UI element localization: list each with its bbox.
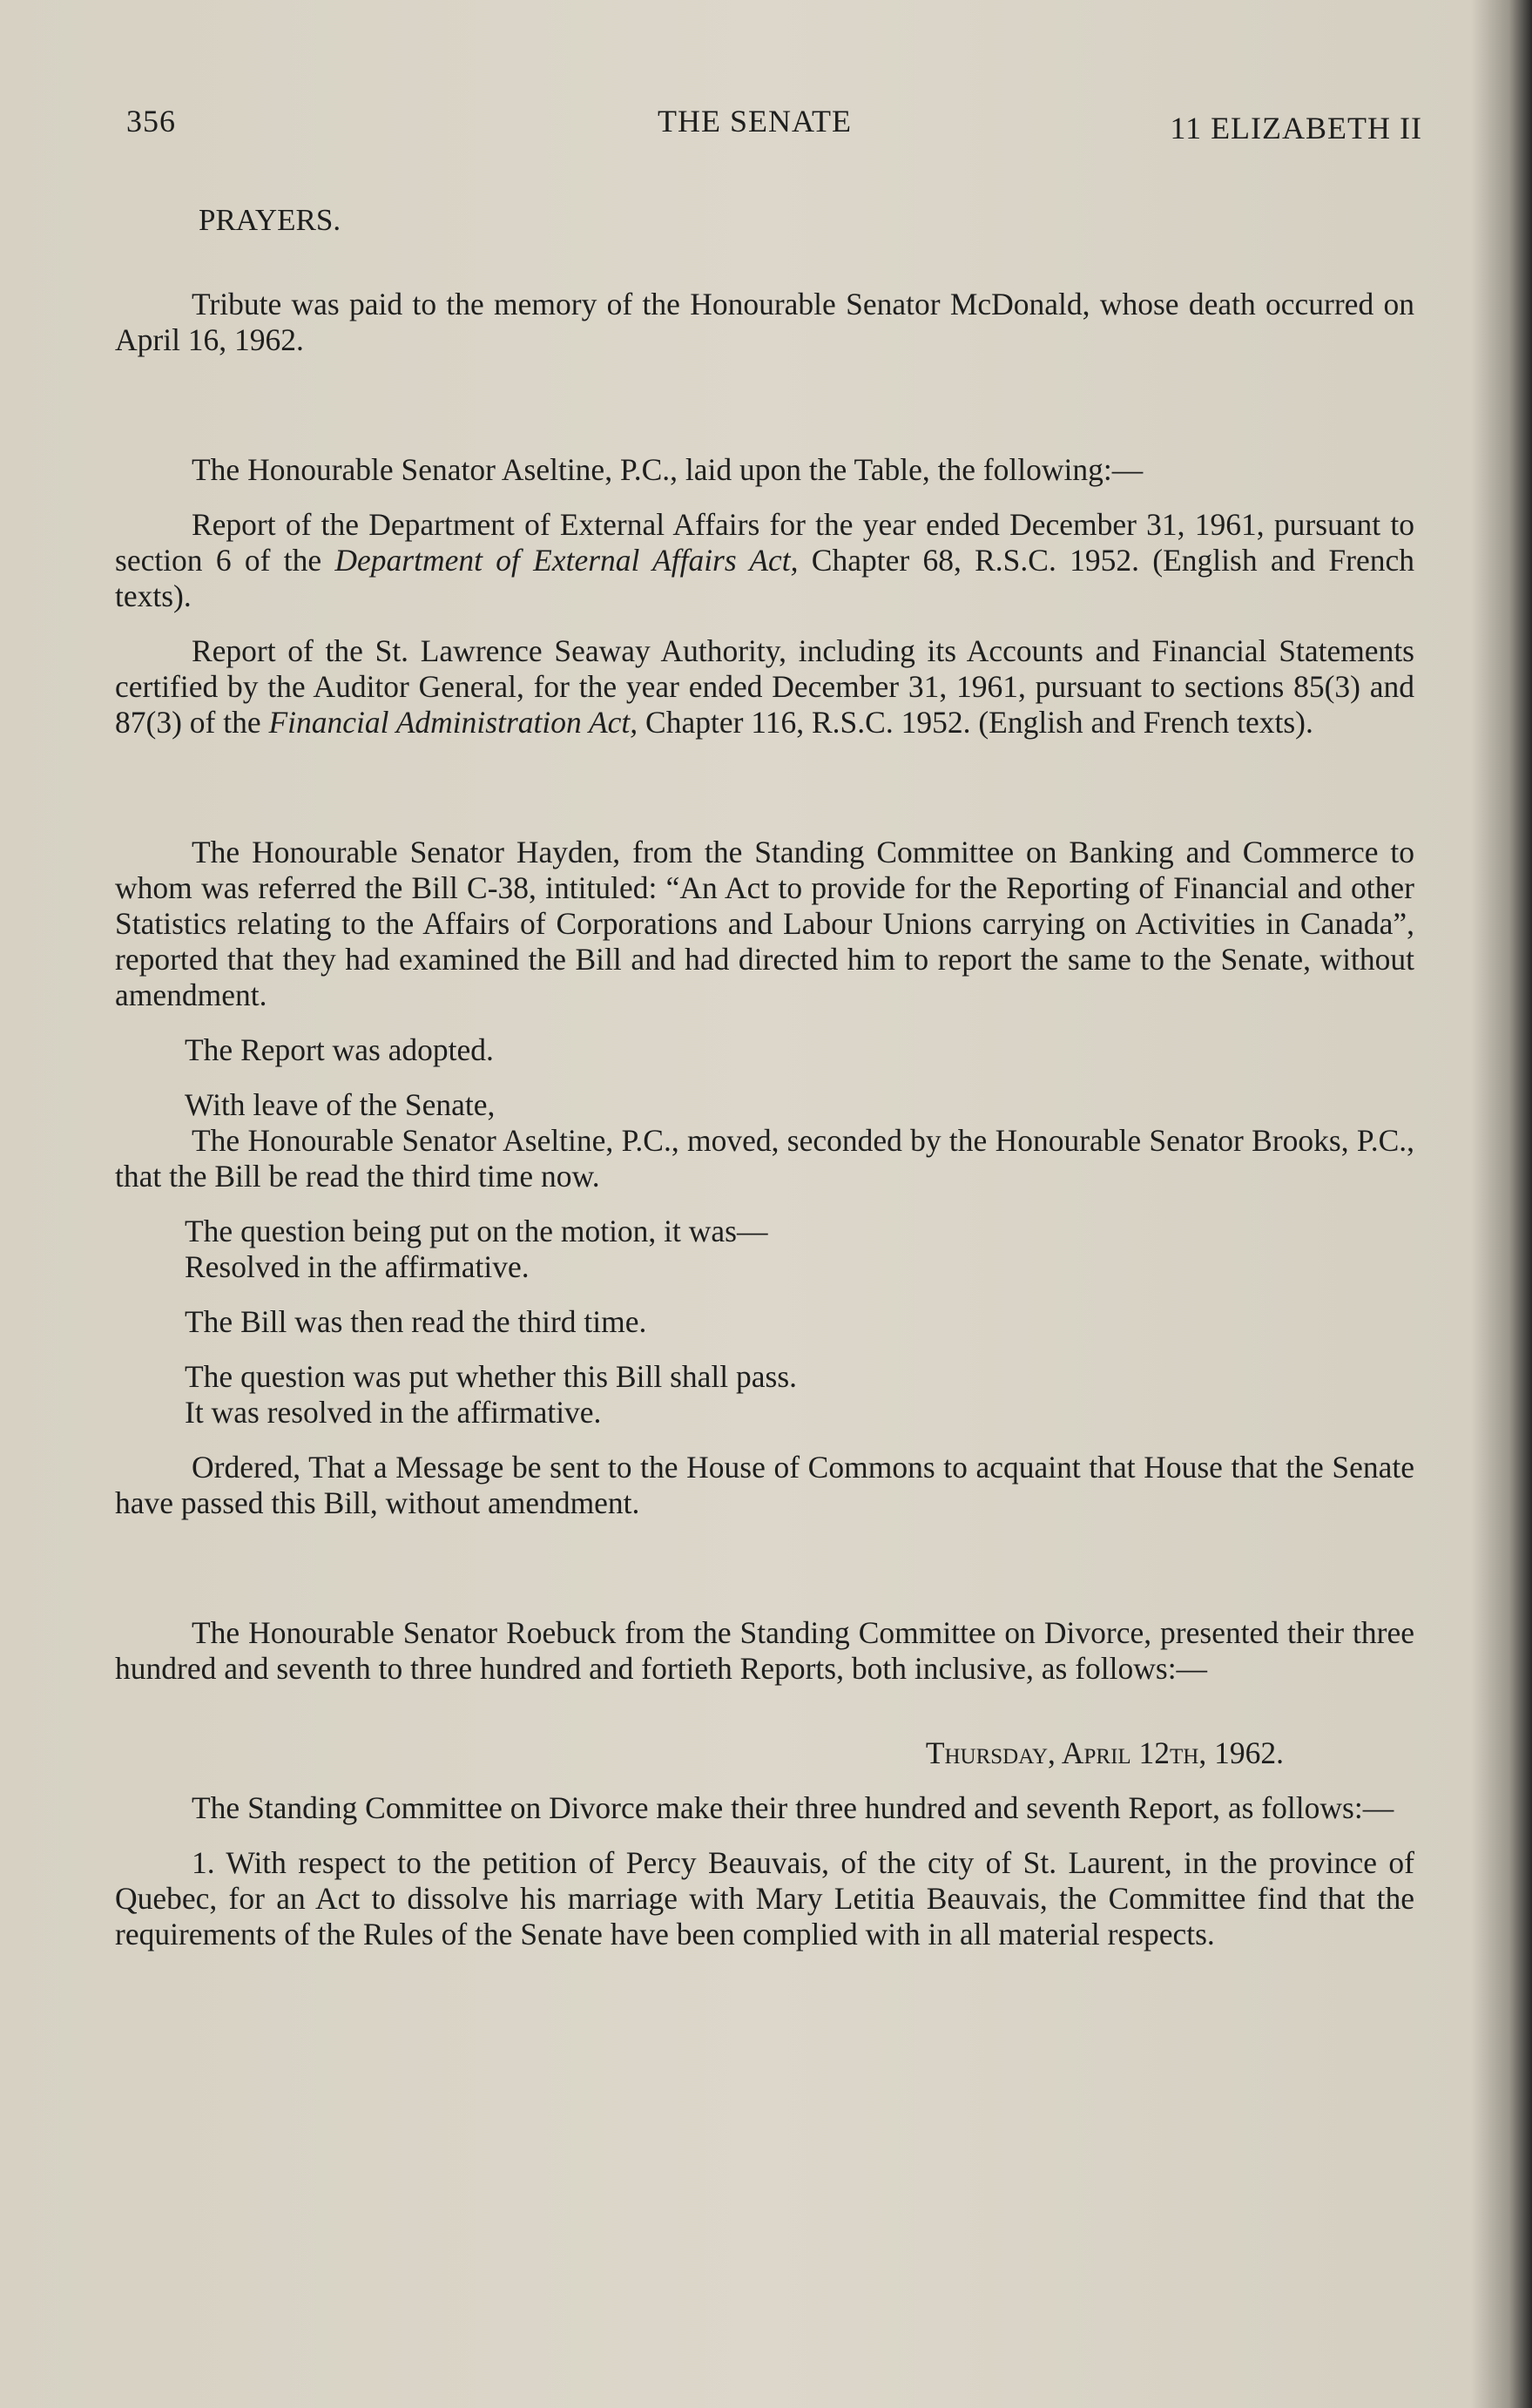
running-title: THE SENATE	[658, 104, 852, 139]
resolved-line-1: Resolved in the affirmative.	[185, 1249, 530, 1284]
report-adopted-line: The Report was adopted.	[185, 1032, 494, 1067]
report1-text-a: Report of the Department of External Affairs for the year ended December 31, 1961, pursuant to section 6 of the	[115, 507, 1414, 578]
report-date-rest: April 12th, 1962.	[1055, 1735, 1284, 1770]
question-line-1: The question being put on the motion, it was—	[185, 1214, 768, 1248]
tabled-intro-paragraph: The Honourable Senator Aseltine, P.C., laid upon the Table, the following:—	[192, 452, 1144, 487]
seaway-report-paragraph	[115, 633, 1414, 741]
third-reading-line: The Bill was then read the third time.	[185, 1304, 647, 1339]
report1-act-title: Department of External Affairs Act,	[334, 543, 799, 578]
report-date	[115, 1735, 1414, 1771]
page-header	[126, 103, 1422, 155]
ordered-paragraph: Ordered, That a Message be sent to the House of Commons to acquaint that House that the Senate have passed this Bill, without amendment.	[115, 1450, 1414, 1520]
page-number: 356	[126, 104, 176, 139]
report-date-day: Thursday,	[925, 1735, 1056, 1770]
external-affairs-report-paragraph	[115, 507, 1414, 614]
prayers-heading: PRAYERS.	[199, 203, 341, 237]
motion-paragraph: The Honourable Senator Aseltine, P.C., moved, seconded by the Honourable Senator Brooks, P.C., that the Bill be read the third time now.	[115, 1123, 1414, 1194]
petition-item-1: 1. With respect to the petition of Percy Beauvais, of the city of St. Laurent, in the province of Quebec, for an Act to dissolve his marriage with Mary Letitia Beauvais, the Committee find that the requirements of the Rules of the Senate have been complied with in all material respects.	[115, 1845, 1414, 1951]
report1-text-b: Chapter 68, R.S.C. 1952. (English and French texts).	[115, 543, 1414, 613]
roebuck-paragraph: The Honourable Senator Roebuck from the Standing Committee on Divorce, presented their three hundred and seventh to three hundred and fortieth Reports, both inclusive, as follows:—	[115, 1615, 1414, 1686]
question-line-2: The question was put whether this Bill shall pass.	[185, 1359, 798, 1394]
leave-line: With leave of the Senate,	[185, 1087, 496, 1122]
hayden-report-paragraph: The Honourable Senator Hayden, from the Standing Committee on Banking and Commerce to whom was referred the Bill C-38, intituled: “An Act to provide for the Reporting of Financial and other Statistics relating to the Affairs of Corporations and Labour Unions carrying on Activities in Canada”, reported that they had examined the Bill and had directed him to report the same to the Senate, without amendment.	[115, 835, 1414, 1012]
tribute-paragraph: Tribute was paid to the memory of the Honourable Senator McDonald, whose death occurred on April 16, 1962.	[115, 287, 1414, 357]
report2-act-title: Financial Administration Act,	[268, 705, 638, 740]
document-body	[115, 202, 1414, 1952]
regnal-year: 11 ELIZABETH II	[1170, 111, 1422, 145]
committee-report-intro: The Standing Committee on Divorce make their three hundred and seventh Report, as follows:—	[192, 1790, 1394, 1825]
report2-text-a: Report of the St. Lawrence Seaway Authority, including its Accounts and Financial Statements certified by the Auditor General, for the year ended December 31, 1961, pursuant to sections 85(3) and 87(3) of the	[115, 633, 1414, 740]
report2-text-b: Chapter 116, R.S.C. 1952. (English and French texts).	[638, 705, 1313, 740]
resolved-line-2: It was resolved in the affirmative.	[185, 1395, 602, 1430]
